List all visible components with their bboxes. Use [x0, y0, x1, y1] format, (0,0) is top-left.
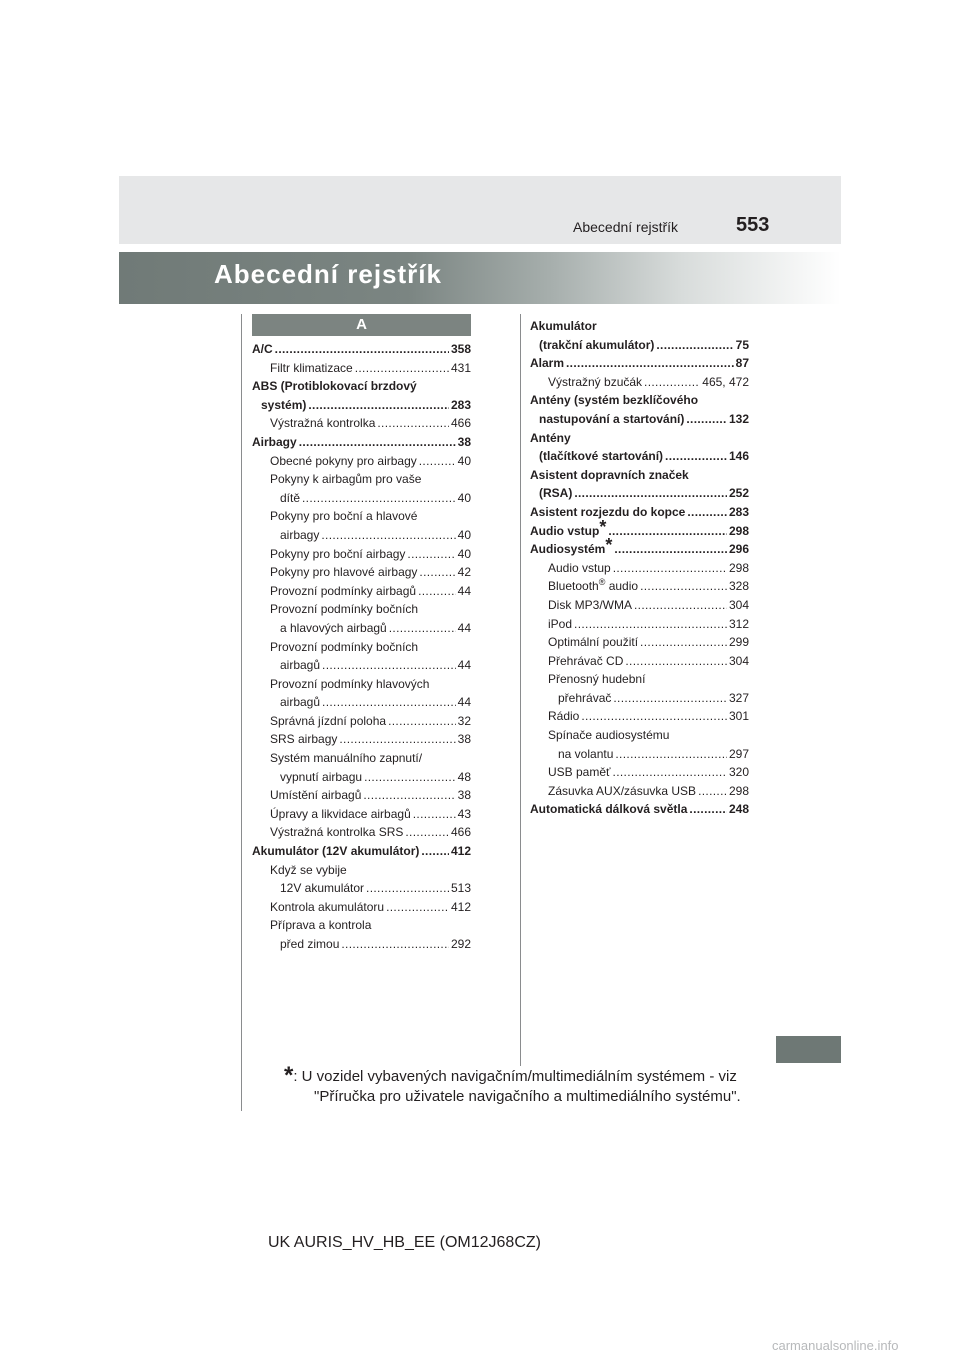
index-entry-page: 298 — [728, 783, 749, 798]
index-letter-header: A — [252, 314, 471, 336]
leader-dots — [689, 800, 727, 819]
index-entry-text: Alarm — [530, 356, 565, 371]
index-entry-text: Audiosystém — [530, 542, 606, 557]
index-entry-label — [270, 730, 337, 749]
index-entry — [252, 656, 471, 675]
index-entry-label — [261, 396, 306, 415]
leader-dots — [574, 615, 727, 634]
index-entry-label — [548, 652, 623, 671]
index-entry-text: Akumulátor (12V akumulátor) — [252, 844, 420, 859]
index-entry-text: vypnutí airbagu — [280, 769, 363, 784]
index-entry-page: 292 — [450, 937, 471, 951]
index-entry-text: Bluetooth — [548, 579, 599, 594]
index-entry — [252, 619, 471, 638]
index-entry-text: 12V akumulátor — [280, 881, 365, 896]
index-entry — [252, 823, 471, 842]
index-entry — [530, 726, 749, 745]
index-entry-label — [548, 596, 632, 615]
index-entry-label — [280, 879, 364, 898]
index-entry — [252, 879, 471, 898]
index-entry-page: 38 — [457, 788, 471, 803]
leader-dots — [388, 712, 456, 731]
leader-dots — [613, 689, 727, 708]
index-entry-text: Umístění airbagů — [270, 788, 362, 803]
index-entry — [252, 340, 471, 359]
index-entry-label — [530, 468, 689, 482]
index-entry-page: 412 — [450, 844, 471, 859]
index-entry — [530, 689, 749, 708]
index-entry — [252, 526, 471, 545]
leader-dots — [566, 354, 734, 373]
leader-dots — [625, 652, 727, 671]
leader-dots — [613, 559, 727, 578]
index-entry-label — [270, 712, 386, 731]
leader-dots — [364, 768, 456, 787]
index-entry-label — [270, 582, 416, 601]
leader-dots — [407, 545, 455, 564]
leader-dots — [363, 786, 455, 805]
index-entry — [530, 516, 749, 541]
index-entry-text: Výstražná kontrolka SRS — [270, 825, 404, 840]
index-entry-text: (tlačítkové startování) — [539, 449, 664, 464]
leader-dots — [421, 842, 449, 861]
index-entry-label — [548, 577, 638, 596]
index-entry-label — [270, 545, 405, 564]
index-entry-label — [270, 823, 403, 842]
leader-dots — [581, 707, 727, 726]
leader-dots — [302, 489, 456, 508]
index-entry-text: Správná jízdní poloha — [270, 713, 387, 728]
index-entry-page: 248 — [728, 802, 749, 817]
index-entry — [252, 805, 471, 824]
index-entry-label — [270, 602, 418, 616]
leader-dots — [686, 410, 727, 429]
index-entry-text: Pokyny pro boční airbagy — [270, 546, 406, 561]
index-entry-page: 252 — [728, 486, 749, 501]
index-entry-label — [548, 672, 645, 686]
index-entry-text: Když se vybije — [270, 862, 347, 877]
index-entry-page: 312 — [728, 616, 749, 631]
leader-dots — [389, 619, 456, 638]
index-entry-label — [548, 782, 696, 801]
index-entry-text: airbagy — [280, 527, 320, 542]
index-entry-page: 146 — [728, 449, 749, 464]
index-entry-page: 283 — [728, 504, 749, 519]
index-entry-suffix: audio — [605, 579, 639, 594]
left-divider — [241, 314, 242, 1111]
index-entry-text: A/C — [252, 342, 273, 356]
index-entry — [530, 633, 749, 652]
index-entry — [252, 414, 471, 433]
index-entry-text: Provozní podmínky bočních — [270, 602, 419, 617]
index-entry — [530, 354, 749, 373]
index-entry — [530, 782, 749, 801]
index-entry-label — [270, 918, 371, 932]
index-entry-label — [280, 768, 362, 787]
index-entry-text: Pokyny k airbagům pro vaše — [270, 472, 422, 487]
index-entry-label — [270, 640, 418, 654]
index-entry — [252, 730, 471, 749]
footnote-star-icon: * — [599, 516, 607, 537]
index-entry — [252, 582, 471, 601]
index-entry — [252, 600, 471, 619]
index-entry — [252, 433, 471, 452]
index-entry — [530, 670, 749, 689]
index-entry-text: přehrávač — [558, 690, 612, 705]
index-entry-text: Asistent dopravních značek — [530, 467, 689, 482]
leader-dots — [687, 503, 727, 522]
index-entry-label — [530, 516, 607, 541]
page-number: 553 — [736, 214, 770, 236]
index-entry — [530, 373, 749, 392]
index-entry-page: 40 — [457, 546, 471, 561]
index-entry-label — [270, 414, 375, 433]
index-entry-label — [252, 379, 417, 393]
index-entry — [252, 638, 471, 657]
index-entry — [530, 410, 749, 429]
index-entry-text: Obecné pokyny pro airbagy — [270, 453, 417, 468]
leader-dots — [419, 563, 455, 582]
section-thumb-tab — [776, 1036, 841, 1063]
index-entry-text: Airbagy — [252, 434, 297, 449]
index-entry-page: 38 — [457, 434, 471, 449]
document-code: UK AURIS_HV_HB_EE (OM12J68CZ) — [268, 1234, 541, 1251]
index-entry-page: 298 — [728, 523, 749, 538]
index-entry — [530, 336, 749, 355]
index-entry-page: 301 — [728, 709, 749, 724]
index-entry-text: Výstražná kontrolka — [270, 416, 376, 431]
index-entry-label — [539, 410, 684, 429]
index-entry-label — [548, 707, 579, 726]
index-entry — [252, 898, 471, 917]
index-entry — [252, 712, 471, 731]
index-entry — [252, 768, 471, 787]
index-entry-text: Příprava a kontrola — [270, 918, 372, 933]
index-entry-label — [558, 689, 611, 708]
index-entry-page: 40 — [457, 527, 471, 542]
index-entry-label — [270, 677, 429, 691]
index-entry-text: Spínače audiosystému — [548, 728, 670, 743]
index-entry — [530, 429, 749, 448]
footnote-star-icon: * — [605, 535, 613, 556]
index-entry-page: 466 — [450, 825, 471, 840]
index-entry — [252, 916, 471, 935]
index-entry — [530, 503, 749, 522]
index-entry-page: 327 — [728, 690, 749, 705]
index-entry-text: Optimální použití — [548, 635, 639, 650]
index-entry-label — [270, 863, 347, 877]
index-entry — [252, 452, 471, 471]
leader-dots — [299, 433, 456, 452]
index-entry-label — [270, 805, 411, 824]
index-entry-label — [530, 535, 613, 559]
index-entry-label — [280, 489, 300, 508]
index-entry-page: 32 — [457, 713, 471, 728]
index-entry-page: 304 — [728, 597, 749, 612]
footnote-line-1 — [284, 1062, 750, 1089]
leader-dots — [366, 879, 449, 898]
index-entry-label — [252, 842, 419, 861]
leader-dots — [656, 336, 733, 355]
index-entry — [252, 749, 471, 768]
index-entry — [252, 861, 471, 880]
index-entry-text: Kontrola akumulátoru — [270, 899, 385, 914]
index-entry-label — [270, 751, 422, 765]
index-entry-page: 44 — [457, 620, 471, 635]
index-entry-label — [252, 433, 297, 452]
index-entry-text: Přenosný hudební — [548, 672, 646, 687]
index-entry-label — [539, 484, 572, 503]
leader-dots — [608, 522, 727, 541]
index-column-left — [252, 340, 471, 954]
index-entry-label — [270, 509, 417, 523]
index-entry — [252, 359, 471, 378]
index-entry-label — [270, 563, 417, 582]
index-entry — [530, 577, 749, 596]
index-entry-page: 38 — [457, 732, 471, 747]
index-entry-label — [530, 319, 597, 333]
index-entry-label — [280, 935, 339, 954]
index-entry-page: 299 — [728, 635, 749, 650]
index-entry — [252, 935, 471, 954]
index-entry-text: před zimou — [280, 937, 340, 951]
index-entry-label — [530, 800, 687, 819]
leader-dots — [613, 763, 727, 782]
index-entry-page: 296 — [728, 542, 749, 557]
index-entry — [530, 535, 749, 559]
index-entry-page: 466 — [450, 416, 471, 431]
index-entry — [252, 693, 471, 712]
index-entry-page: 431 — [450, 360, 471, 375]
index-entry — [252, 842, 471, 861]
index-entry-page: 44 — [457, 695, 471, 710]
index-entry-label — [558, 745, 613, 764]
index-entry-text: (RSA) — [539, 486, 573, 501]
index-entry — [252, 377, 471, 396]
index-entry-label — [280, 619, 387, 638]
index-entry — [252, 545, 471, 564]
index-entry-page: 44 — [457, 658, 471, 673]
leader-dots — [574, 484, 727, 503]
index-entry-page: 40 — [457, 490, 471, 505]
index-entry-page: 358 — [450, 342, 471, 356]
index-entry-label — [548, 728, 669, 742]
index-entry — [530, 484, 749, 503]
index-entry-label — [539, 336, 654, 355]
footnote-line-2: "Příručka pro uživatele navigačního a multimediálního systému". — [314, 1088, 741, 1105]
index-entry-text: Zásuvka AUX/zásuvka USB — [548, 783, 697, 798]
index-entry-page: 283 — [450, 397, 471, 412]
leader-dots — [377, 414, 449, 433]
index-entry-text: Audio vstup — [548, 560, 611, 575]
index-entry-text: nastupování a startování) — [539, 411, 685, 426]
index-entry-text: Filtr klimatizace — [270, 360, 353, 375]
index-entry-text: Úpravy a likvidace airbagů — [270, 806, 411, 821]
index-entry-label — [539, 447, 663, 466]
index-entry-label — [270, 452, 417, 471]
leader-dots — [419, 452, 456, 471]
index-entry-text: Audio vstup — [530, 523, 600, 538]
index-entry-text: Systém manuálního zapnutí/ — [270, 751, 423, 766]
leader-dots — [644, 373, 700, 392]
footnote — [284, 1062, 750, 1107]
index-entry-text: a hlavových airbagů — [280, 620, 387, 635]
index-entry — [530, 391, 749, 410]
leader-dots — [339, 730, 455, 749]
index-entry-page: 42 — [457, 565, 471, 580]
leader-dots — [405, 823, 449, 842]
index-entry — [530, 800, 749, 819]
index-entry-text: Antény (systém bezklíčového — [530, 393, 699, 408]
column-divider — [520, 314, 521, 1066]
index-entry — [252, 396, 471, 415]
index-entry — [252, 675, 471, 694]
index-entry — [530, 615, 749, 634]
header-bar — [119, 176, 841, 244]
index-entry-page: 43 — [457, 806, 471, 821]
index-entry-page: 132 — [728, 411, 749, 426]
leader-dots — [355, 359, 449, 378]
leader-dots — [321, 526, 455, 545]
index-entry-label — [530, 431, 571, 445]
index-entry — [530, 447, 749, 466]
index-entry-text: systém) — [261, 397, 307, 412]
index-entry-text: SRS airbagy — [270, 732, 338, 747]
index-entry-label — [530, 354, 564, 373]
index-entry-label — [270, 472, 421, 486]
index-entry-text: Přehrávač CD — [548, 653, 624, 668]
leader-dots — [322, 693, 456, 712]
index-entry-text: Výstražný bzučák — [548, 374, 643, 389]
index-entry-page: 513 — [450, 881, 471, 896]
index-entry-text: (trakční akumulátor) — [539, 337, 655, 352]
index-entry-label — [270, 786, 361, 805]
index-entry — [530, 745, 749, 764]
index-entry — [530, 317, 749, 336]
index-entry-page: 87 — [735, 356, 749, 371]
index-entry — [252, 563, 471, 582]
index-entry-page: 320 — [728, 765, 749, 780]
index-entry-label — [270, 359, 353, 378]
index-entry-text: Antény — [530, 430, 571, 445]
index-entry-text: ABS (Protiblokovací brzdový — [252, 379, 417, 394]
leader-dots — [322, 656, 456, 675]
page-title: Abecední rejstřík — [214, 259, 442, 289]
index-entry-text: Provozní podmínky airbagů — [270, 583, 417, 598]
footnote-text-1: : U vozidel vybavených navigačním/multimediálním systémem - viz — [293, 1068, 737, 1085]
index-entry — [530, 707, 749, 726]
index-entry-page: 298 — [728, 560, 749, 575]
leader-dots — [413, 805, 456, 824]
index-entry-text: dítě — [280, 490, 301, 505]
leader-dots — [275, 340, 449, 359]
index-entry-text: Pokyny pro boční a hlavové — [270, 509, 418, 524]
leader-dots — [341, 935, 449, 954]
index-entry-text: Rádio — [548, 709, 580, 724]
index-entry-label — [548, 633, 638, 652]
leader-dots — [418, 582, 456, 601]
watermark: carmanualsonline.info — [772, 1338, 899, 1353]
index-entry-page: 48 — [457, 769, 471, 784]
index-entry-label — [280, 656, 320, 675]
index-entry-text: Akumulátor — [530, 319, 597, 333]
index-entry-page: 304 — [728, 653, 749, 668]
index-entry — [252, 507, 471, 526]
index-entry — [530, 466, 749, 485]
index-entry-label — [548, 615, 572, 634]
index-entry-text: Asistent rozjezdu do kopce — [530, 504, 686, 519]
index-entry-label — [280, 526, 319, 545]
index-entry-page: 412 — [450, 899, 471, 914]
index-entry-text: Provozní podmínky bočních — [270, 639, 419, 654]
index-entry-page: 328 — [728, 579, 749, 594]
index-entry-text: airbagů — [280, 695, 321, 710]
index-entry — [530, 652, 749, 671]
leader-dots — [386, 898, 449, 917]
footnote-marker: * — [284, 1062, 294, 1089]
index-entry — [252, 470, 471, 489]
index-column-right — [530, 317, 749, 819]
index-entry-text: airbagů — [280, 658, 321, 673]
index-entry-text: Provozní podmínky hlavových — [270, 676, 430, 691]
leader-dots — [698, 782, 727, 801]
index-entry-label — [548, 763, 611, 782]
index-entry — [530, 559, 749, 578]
index-entry — [530, 763, 749, 782]
index-entry-label — [548, 373, 642, 392]
index-entry-label — [252, 340, 273, 359]
leader-dots — [614, 540, 727, 559]
registered-mark: ® — [598, 577, 606, 588]
index-entry-text: Automatická dálková světla — [530, 802, 688, 817]
index-entry-page: 297 — [728, 746, 749, 761]
index-entry — [530, 596, 749, 615]
index-entry-page: 40 — [457, 453, 471, 468]
index-entry-label — [530, 393, 698, 407]
index-entry-label — [548, 559, 611, 578]
index-entry-text: USB paměť — [548, 765, 611, 780]
index-entry-text: na volantu — [558, 746, 614, 761]
leader-dots — [640, 577, 727, 596]
index-entry-label — [270, 898, 384, 917]
index-entry-page: 44 — [457, 583, 471, 598]
index-entry-label — [280, 693, 320, 712]
index-entry-text: Disk MP3/WMA — [548, 597, 632, 612]
index-entry-label — [530, 503, 685, 522]
index-entry-page: 465, 472 — [702, 374, 749, 389]
leader-dots — [308, 396, 449, 415]
index-entry — [252, 786, 471, 805]
index-entry-page: 75 — [735, 337, 749, 352]
index-entry-text: iPod — [548, 616, 573, 631]
index-entry — [252, 489, 471, 508]
leader-dots — [634, 596, 727, 615]
leader-dots — [615, 745, 727, 764]
header-section-title: Abecední rejstřík — [573, 219, 679, 235]
leader-dots — [640, 633, 727, 652]
leader-dots — [665, 447, 727, 466]
index-entry-text: Pokyny pro hlavové airbagy — [270, 565, 418, 580]
